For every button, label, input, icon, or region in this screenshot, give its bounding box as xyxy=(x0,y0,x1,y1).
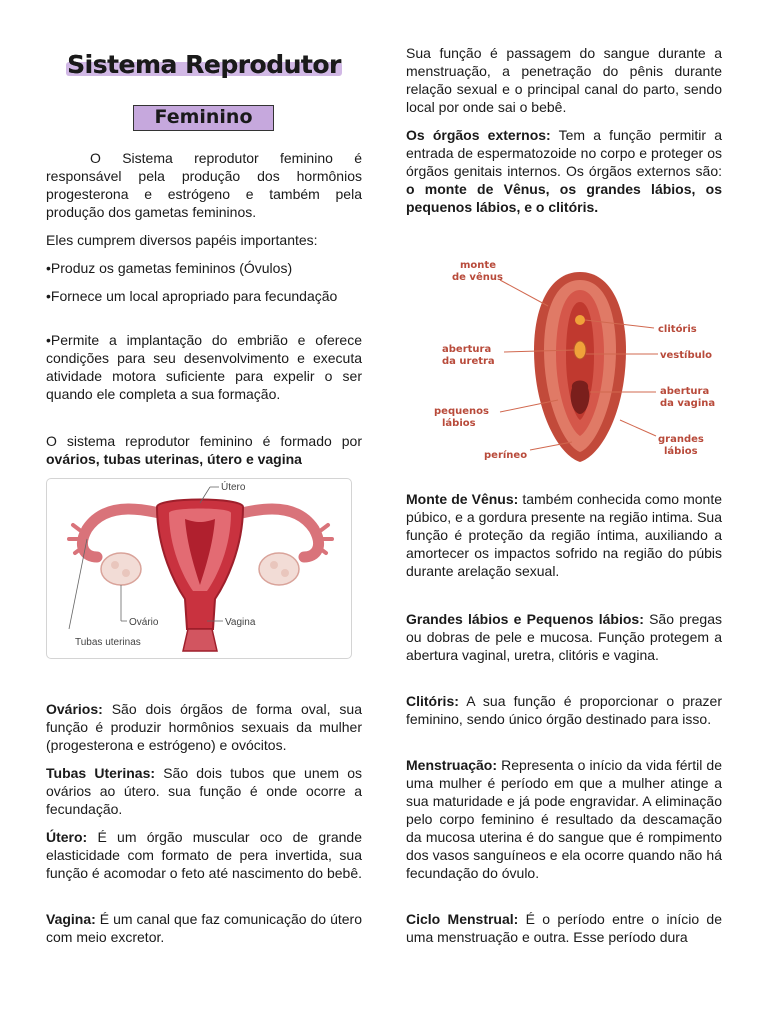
label-vagina-1: abertura xyxy=(660,386,710,397)
label-uretra-1: abertura xyxy=(442,344,492,355)
formed-by-paragraph xyxy=(46,432,362,468)
utero-text: É um órgão muscular oco de grande elasticidade com formato de pera invertida, sua função é acomodar o feto até nascimento do bebê. xyxy=(46,829,362,881)
externos-text: Tem a função permitir a entrada de espermatozoide no corpo e proteger os órgãos genitais internos. Os órgãos externos são: xyxy=(406,127,722,179)
ovarios-text: São dois órgãos de forma oval, sua função é produzir hormônios sexuais da mulher (progesterona e estrógeno) e ovócitos. xyxy=(46,701,362,753)
label-grandes-1: grandes xyxy=(658,434,704,445)
external-organs-illustration xyxy=(430,250,730,470)
bullet-item: •Produz os gametas femininos (Óvulos) xyxy=(46,260,293,276)
label-ovario: Ovário xyxy=(129,617,159,628)
monte-text: também conhecida como monte púbico, e a gordura presente na região intima. Sua função é proteção da região íntima, auxiliando a amortecer os impactos sofrido na região do púbis durante arelação sexual. xyxy=(406,491,722,579)
page-title: Sistema Reprodutor xyxy=(67,50,341,79)
formed-by-text: O sistema reprodutor feminino é formado por xyxy=(46,433,362,449)
label-monte-2: de vênus xyxy=(452,272,503,283)
tubas-paragraph xyxy=(46,764,362,818)
internal-organs-figure xyxy=(46,478,352,659)
label-vagina: Vagina xyxy=(225,617,256,628)
clitoris-paragraph xyxy=(406,692,722,728)
label-vestibulo: vestíbulo xyxy=(660,350,713,361)
menstruacao-text: Representa o início da vida fértil de uma mulher é período em que a mulher atinge a sua maturidade e já pode engravidar. A eliminação pelo corpo feminino é resultado da descamação da mucosa uterina é do sangue que é rompimento dos vasos sanguíneos e ela ocorre quando não há fecundação do óvulo. xyxy=(406,757,722,881)
formed-by-organs: ovários, tubas uterinas, útero e vagina xyxy=(46,451,302,467)
ciclo-paragraph xyxy=(406,910,722,946)
labios-term: Grandes lábios e Pequenos lábios: xyxy=(406,611,644,627)
label-monte-1: monte xyxy=(460,260,496,271)
externos-term: Os órgãos externos: xyxy=(406,127,551,143)
roles-intro: Eles cumprem diversos papéis importantes: xyxy=(46,232,318,248)
clitoris-term: Clitóris: xyxy=(406,693,459,709)
labios-text: São pregas ou dobras de pele e mucosa. Função protegem a abertura vaginal, uretra, clitóris e vagina. xyxy=(406,611,722,663)
label-utero: Útero xyxy=(221,482,246,493)
label-clitoris: clitóris xyxy=(658,324,697,335)
label-pequenos-1: pequenos xyxy=(434,406,489,417)
label-tubas: Tubas uterinas xyxy=(75,637,141,648)
tubas-term: Tubas Uterinas: xyxy=(46,765,156,781)
menstruacao-paragraph xyxy=(406,756,722,882)
page-subtitle: Feminino xyxy=(133,105,274,131)
vagina-continuation: Sua função é passagem do sangue durante a menstruação, a penetração do pênis durante relação sexual e o principal canal do parto, sendo local por onde sai o bebê. xyxy=(406,45,722,115)
ovarios-paragraph xyxy=(46,700,362,754)
ovarios-term: Ovários: xyxy=(46,701,103,717)
labios-paragraph xyxy=(406,610,722,664)
externos-list: o monte de Vênus, os grandes lábios, os pequenos lábios, e o clitóris. xyxy=(406,181,722,215)
vagina-paragraph xyxy=(46,910,362,946)
externos-paragraph xyxy=(406,126,722,216)
monte-term: Monte de Vênus: xyxy=(406,491,519,507)
uterus-illustration xyxy=(47,479,350,657)
label-pequenos-2: lábios xyxy=(442,418,476,429)
ciclo-text: É o período entre o início de uma menstruação e outra. Esse período dura xyxy=(406,911,722,945)
monte-paragraph xyxy=(406,490,722,580)
utero-paragraph xyxy=(46,828,362,882)
label-perineo: períneo xyxy=(484,450,528,461)
bullet-item: •Fornece um local apropriado para fecundação xyxy=(46,288,338,304)
label-grandes-2: lábios xyxy=(664,446,698,457)
label-uretra-2: da uretra xyxy=(442,356,495,367)
vagina-term: Vagina: xyxy=(46,911,96,927)
bullet-item: •Permite a implantação do embrião e oferece condições para seu desenvolvimento e executa atividade motora suficiente para expelir o ser quando ele completa a sua formação. xyxy=(46,332,362,402)
utero-term: Útero: xyxy=(46,829,88,845)
tubas-text: São dois tubos que unem os ovários ao útero. sua função é onde ocorre a fecundação. xyxy=(46,765,362,817)
intro-paragraph: O Sistema reprodutor feminino é responsável pela produção dos hormônios progesterona e estrógeno e também pela produção dos gametas femininos. xyxy=(46,150,362,220)
menstruacao-term: Menstruação: xyxy=(406,757,498,773)
vagina-text: É um canal que faz comunicação do útero com meio excretor. xyxy=(46,911,362,945)
clitoris-text: A sua função é proporcionar o prazer feminino, sendo único órgão destinado para isso. xyxy=(406,693,722,727)
ciclo-term: Ciclo Menstrual: xyxy=(406,911,519,927)
label-vagina-2: da vagina xyxy=(660,398,716,409)
